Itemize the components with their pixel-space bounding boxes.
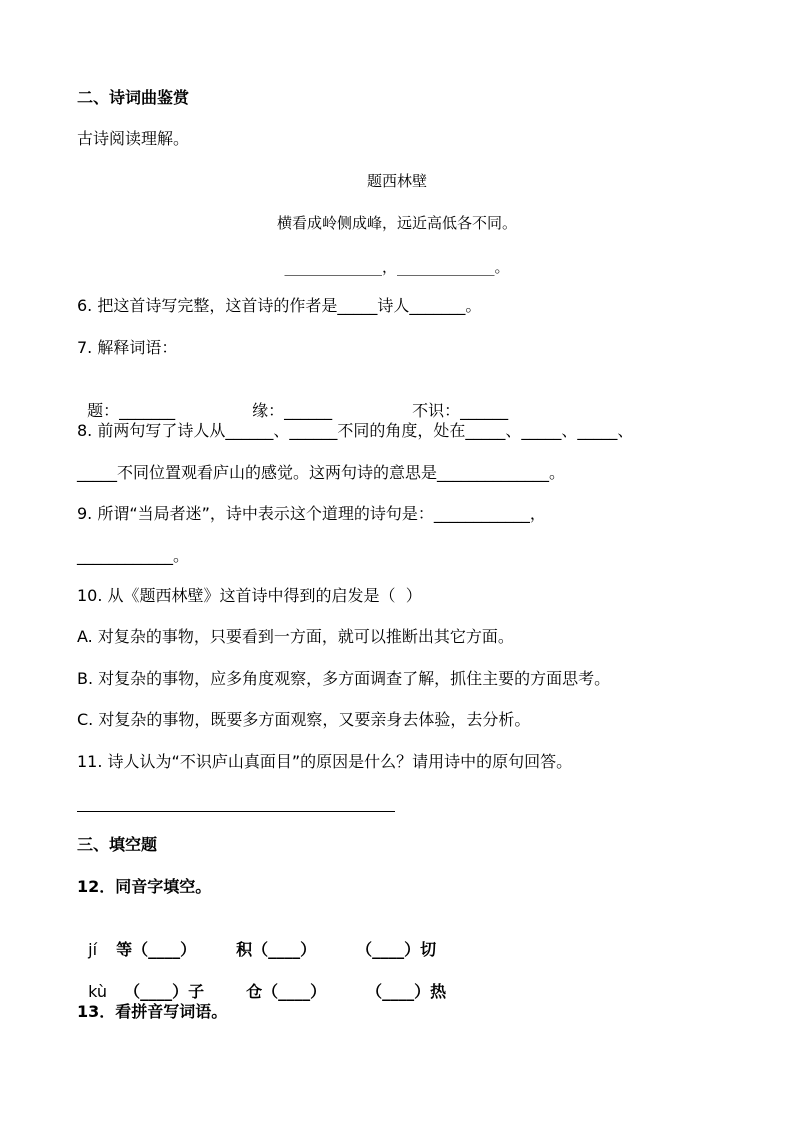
question-12-row-ku (77, 959, 446, 1003)
blank-ji-accumulate: 积（____） (236, 940, 317, 959)
term-bushi: 不识：______ (412, 401, 509, 420)
blank-deng: 等（____） (116, 940, 197, 959)
question-13: 13．看拼音写词语。 (77, 1002, 228, 1021)
poem-line-1: 横看成岭侧成峰，远近高低各不同。 (276, 214, 517, 232)
question-11: 11. 诗人认为“不识庐山真面目”的原因是什么？请用诗中的原句回答。 (77, 752, 573, 771)
question-10-option-c: C. 对复杂的事物，既要多方面观察，又要亲身去体验，去分析。 (77, 710, 531, 729)
section-heading-poetry: 二、诗词曲鉴赏 (77, 88, 190, 107)
question-10-option-b: B. 对复杂的事物，应多角度观察，多方面调查了解，抓住主要的方面思考。 (77, 669, 611, 688)
question-10: 10. 从《题西林壁》这首诗中得到的启发是（ ） (77, 586, 422, 605)
question-6: 6. 把这首诗写完整，这首诗的作者是_____诗人_______。 (77, 296, 482, 315)
section-heading-fill-blanks: 三、填空题 (77, 835, 158, 854)
question-9-line-1: 9. 所谓“当局者迷”，诗中表示这个道理的诗句是：____________， (77, 504, 546, 523)
answer-line-q11 (77, 811, 395, 812)
question-12: 12．同音字填空。 (77, 877, 212, 896)
blank-zi: （____）子 (124, 982, 205, 1001)
question-9-line-2: ____________。 (77, 546, 190, 565)
question-10-option-a: A. 对复杂的事物，只要看到一方面，就可以推断出其它方面。 (77, 627, 514, 646)
question-7-terms (77, 378, 508, 422)
question-7: 7. 解释词语： (77, 338, 178, 357)
question-8-line-1: 8. 前两句写了诗人从______、______不同的角度，处在_____、_____、_____、 (77, 421, 634, 440)
poem-line-2-blanks: _____________，_____________。 (284, 258, 510, 276)
blank-cang: 仓（____） (246, 982, 327, 1001)
pinyin-ku: kù (88, 982, 108, 1001)
instruction-text: 古诗阅读理解。 (77, 129, 190, 148)
blank-qie: （____）切 (356, 940, 437, 959)
question-12-row-ji (77, 917, 436, 961)
blank-re: （____）热 (366, 982, 447, 1001)
pinyin-ji: jí (88, 940, 98, 959)
term-ti: 题：_______ (87, 401, 176, 420)
poem-title: 题西林壁 (366, 172, 427, 190)
term-yuan: 缘：______ (252, 401, 333, 420)
question-8-line-2: _____不同位置观看庐山的感觉。这两句诗的意思是______________。 (77, 463, 566, 482)
